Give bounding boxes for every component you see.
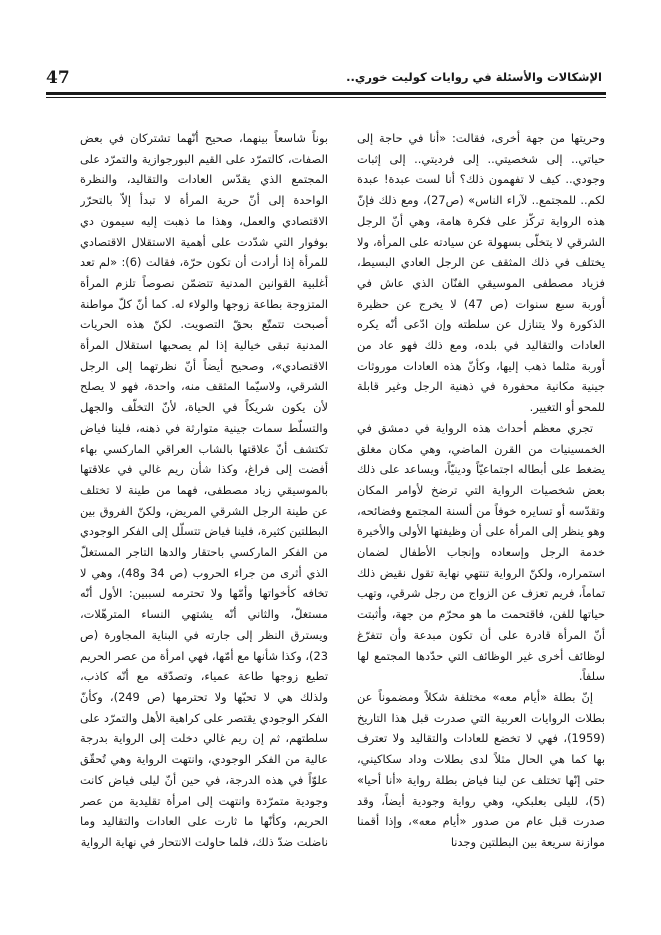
header-rule-thin (46, 97, 606, 98)
page-header (46, 62, 606, 98)
left-text-column (80, 128, 328, 908)
page-number: 47 (46, 68, 70, 88)
right-text-column (357, 128, 605, 908)
paragraph: تجري معظم أحداث هذه الرواية في دمشق في الخمسينيات من القرن الماضي، وهي مكان مغلق يضغط على أبطاله اجتماعيّاً ودينيّاً، ويساعد على ذلك بعض شخصيات الرواية التي ترضخ لأوامر المكان وتقدّسه أو تسايره خوفاً من ألسنة المجتمع وفضائحه، وهو ينظر إلى المرأة على أن وظيفتها الأولى والأخيرة خدمة الرجل وإسعاده وإنجاب الأطفال لضمان استمراره، ولكنّ الرواية تنتهي نهاية تقول نقيض ذلك تماماً، فريم تعزف عن الزواج من رجل شرقي، وتهب حياتها للفن، فاقتحمت ما هو محرّم من جهة، وأثبتت أنّ المرأة قادرة على أن تكون مبدعة وأن تتفرّغ لوظائف أخرى غير الوظائف التي حدّدها المجتمع لها سلفاً. (357, 420, 605, 684)
paragraph: وحريتها من جهة أخرى، فقالت: «أنا في حاجة إلى حياتي.. إلى شخصيتي.. إلى فرديتي.. إلى إثبات وجودي.. كيف لا تفهمون ذلك؟ أنا لست عبدة! عبدة لكم.. للمجتمع.. لآراء الناس» (ص27)، ومع ذلك فإنّ هذه الرواية تركّز على فكرة هامة، وهي أنّ الرجل الشرقي لا يتخلّى بسهولة عن سيادته على المرأة، ولا يختلف في ذلك المثقف عن الرجل العادي البسيط، فزياد مصطفى الموسيقي الفنّان الذي عاش في أوربة سبع سنوات (ص 47) لا يخرج عن حظيرة الذكورة ولا يتنازل عن سلطته وإن ادّعى أنّه يكره العادات والتقاليد في بلده، ومع ذلك فهو عاد من أوربة مثلما ذهب إليها، وكأنّ هذه العادات موروثات جينية مكانية محفورة في ذهنية الرجل وغير قابلة للمحو أو التغيير. (357, 131, 605, 415)
paragraph: إنّ بطلة «أيام معه» مختلفة شكلاً ومضموناً عن بطلات الروايات العربية التي صدرت قبل هذا التاريخ (1959)، فهي لا تخضع للعادات والتقاليد ولا تعترف بها كما هي الحال مثلاً لدى بطلات وداد سكاكيني، حتى إنّها تختلف عن لينا فياض بطلة رواية «أنا أحيا» (5)، لليلى بعلبكي، وهي رواية وجودية أيضاً، وقد صدرت قبل عام من صدور «أيام معه»، وإذا أقمنا موازنة سريعة بين البطلتين وجدنا (357, 689, 605, 849)
header-rule-thick (46, 92, 606, 95)
running-title: الإشكالات والأسئلة في روايات كوليت خوري.. (346, 70, 602, 84)
paragraph: بوناً شاسعاً بينهما، صحيح أنّهما تشتركان في بعض الصفات، كالتمرّد على القيم البورجوازية والتمرّد على المجتمع الذي يقدّس العادات والتقاليد، والنظرة الواحدة إلى أنّ حرية المرأة لا تبدأ إلاّ بالتحرّر الاقتصادي والعمل، وهذا ما ذهبت إليه سيمون دي بوفوار التي شدّدت على أهمية الاستقلال الاقتصادي للمرأة إذا أرادت أن تكون حرّة، فقالت (6): «لم تعد أغلبية القوانين المدنية تتضمّن نصوصاً تلزم المرأة المتزوجة بطاعة زوجها والولاء له. كما أنّ كلّ مواطنة أصبحت تتمتّع بحقّ التصويت. لكنّ هذه الحريات المدنية تبقى خيالية إذا لم يصحبها استقلال المرأة الاقتصادي»، وصحيح أيضاً أنّ نظرتهما إلى الرجل الشرقي، ولاسيّما المثقف منه، واحدة، فهو لا يصلح لأن يكون شريكاً في الحياة، لأنّ التخلّف والجهل والتسلّط سمات جينية متوارثة في ذهنه، فلينا فياض تكتشف أنّ علاقتها بالشاب العراقي الماركسي بهاء أفضت إلى فراغ، وكذا شأن ريم غالي في علاقتها بالموسيقي زياد مصطفى، فهما من طينة لا تختلف عن طينة الرجل الشرقي المريض، ولكنّ الفروق بين البطلتين كثيرة، فلينا فياض تتسلّل إلى الفكر الوجودي من الفكر الماركسي باحتقار والدها التاجر المستغلّ الذي أثرى من جراء الحروب (ص 34 و48)، وهي لا تخافه كأخواتها وأمّها ولا تحترمه لسببين: الأول أنّه مستغلّ، والثاني أنّه يشتهي النساء المترهّلات، ويسترق النظر إلى جارته في البناية المجاورة (ص 23)، وكذا شأنها مع أمّها، فهي امرأة من عصر الحريم تطيع زوجها طاعة عمياء، وتصدّقه مع أنّه كاذب، ولذلك هي لا تحبّها ولا تحترمها (ص 249)، وكأنّ الفكر الوجودي يقتصر على كراهية الأهل والتمرّد على سلطتهم، ثم إن ريم غالي دخلت إلى الرواية بدرجة عالية من الفكر الوجودي، وانتهت الرواية وهي تُحقّق علوّاً في هذه الدرجة، في حين أنّ ليلى فياض كانت وجودية متمرّدة وانتهت إلى امرأة تقليدية من عصر الحريم، وكأنّها ما ثارت على العادات والتقاليد وما ناضلت ضدّ ذلك، فلما حاولت الانتحار في نهاية الرواية (80, 131, 328, 849)
